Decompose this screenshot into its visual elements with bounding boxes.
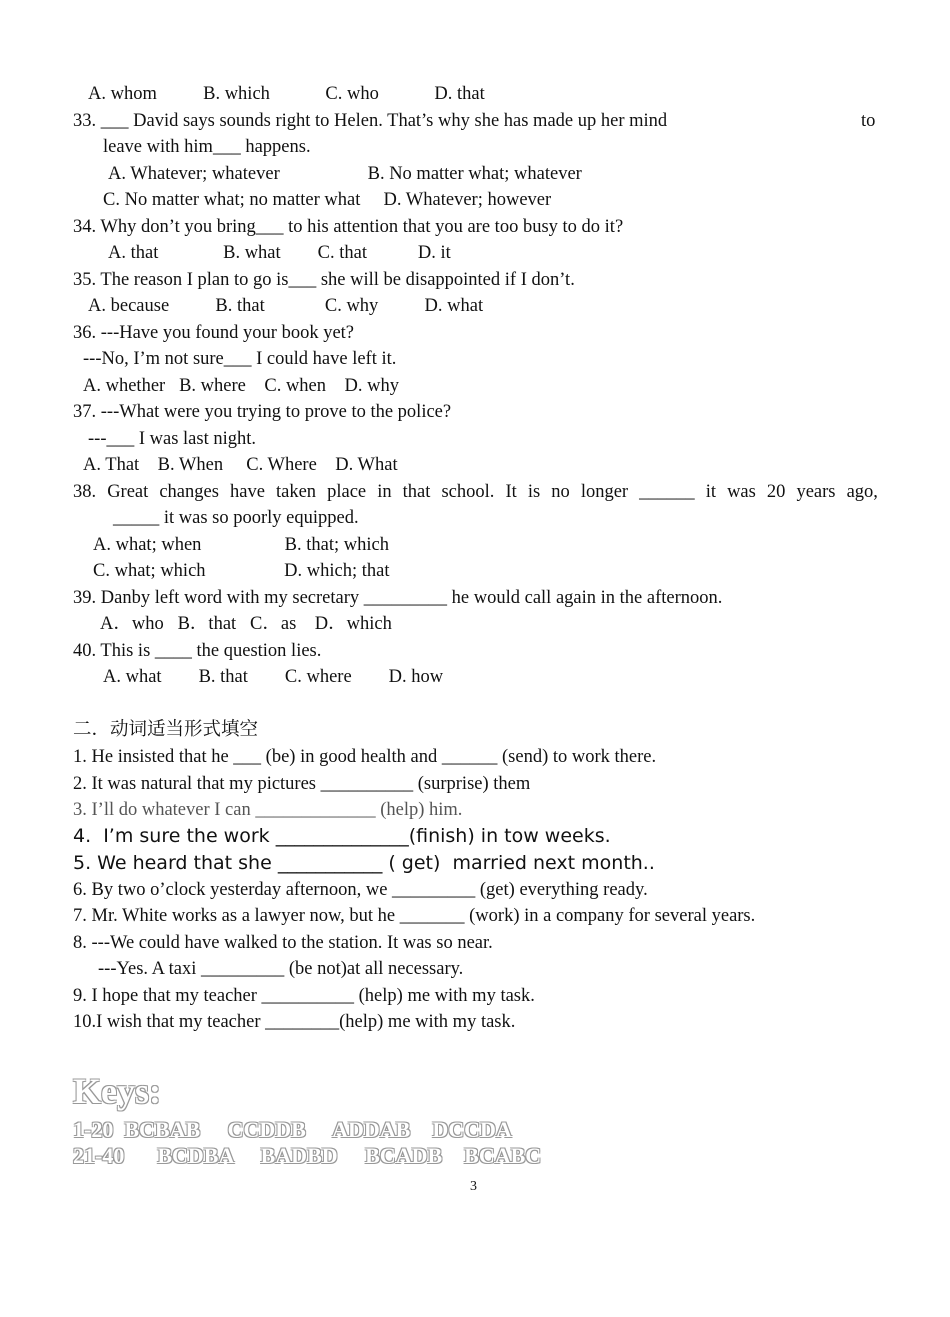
q34-options: A. that B. what C. that D. it: [108, 243, 451, 263]
q37-stem-line1: 37. ---What were you trying to prove to the police?: [73, 402, 452, 422]
q37-options: A. That B. When C. Where D. What: [83, 455, 398, 475]
q39-options: A．who B．that C．as D．which: [100, 614, 392, 634]
q35-options: A. because B. that C. why D. what: [88, 296, 484, 316]
keys-row-1: 1-20 BCBAB CCDDB ADDAB DCCDA: [73, 1117, 512, 1142]
q38-stem-line1: 38. Great changes have taken place in that school. It is no longer ______ it was 20 years ago,: [73, 482, 878, 502]
keys-row-2: 21-40 BCDBA BADBD BCADB BCABC: [73, 1143, 542, 1168]
fill-item-4: 4. I’m sure the work ______________(finish) in tow weeks.: [73, 825, 611, 847]
fill-item-10: 10.I wish that my teacher ________(help) me with my task.: [73, 1012, 516, 1032]
q36-stem-line1: 36. ---Have you found your book yet?: [73, 323, 355, 343]
fill-item-2: 2. It was natural that my pictures __________ (surprise) them: [73, 774, 531, 794]
q37-stem-line2: ---___ I was last night.: [88, 429, 257, 449]
q33-stem-line1-end: to: [861, 111, 876, 131]
q38-stem-line2: _____ it was so poorly equipped.: [113, 508, 359, 528]
q39-stem: 39. Danby left word with my secretary _________ he would call again in the afternoon.: [73, 588, 723, 608]
fill-item-7: 7. Mr. White works as a lawyer now, but he _______ (work) in a company for several years.: [73, 906, 756, 926]
q35-stem: 35. The reason I plan to go is___ she will be disappointed if I don’t.: [73, 270, 575, 290]
fill-item-6: 6. By two o’clock yesterday afternoon, we _________ (get) everything ready.: [73, 880, 648, 900]
page-number: 3: [470, 1179, 477, 1194]
fill-item-9: 9. I hope that my teacher __________ (help) me with my task.: [73, 986, 535, 1006]
q33-stem-line2: leave with him___ happens.: [103, 137, 311, 157]
q34-stem: 34. Why don’t you bring___ to his attention that you are too busy to do it?: [73, 217, 624, 237]
q32-options: A. whom B. which C. who D. that: [88, 84, 485, 104]
keys-title: Keys:: [73, 1071, 161, 1111]
q36-stem-line2: ---No, I’m not sure___ I could have left it.: [83, 349, 397, 369]
fill-item-3: 3. I’ll do whatever I can _____________ (help) him.: [73, 800, 463, 820]
section2-title: 二．动词适当形式填空: [73, 720, 259, 740]
q38-options-row2: C. what; which D. which; that: [93, 561, 390, 581]
q40-stem: 40. This is ____ the question lies.: [73, 641, 322, 661]
q33-stem-line1: 33. ___ David says sounds right to Helen. That’s why she has made up her mind: [73, 111, 668, 131]
fill-item-8: 8. ---We could have walked to the station. It was so near.: [73, 933, 493, 953]
q38-options-row1: A. what; when B. that; which: [93, 535, 389, 555]
fill-item-5: 5. We heard that she ___________ ( get) married next month..: [73, 852, 655, 874]
q40-options: A. what B. that C. where D. how: [103, 667, 444, 687]
q33-options-row2: C. No matter what; no matter what D. Whatever; however: [103, 190, 552, 210]
q33-options-row1: A. Whatever; whatever B. No matter what; whatever: [108, 164, 582, 184]
fill-item-8-reply: ---Yes. A taxi _________ (be not)at all necessary.: [98, 959, 464, 979]
fill-item-1: 1. He insisted that he ___ (be) in good health and ______ (send) to work there.: [73, 747, 657, 767]
q36-options: A. whether B. where C. when D. why: [83, 376, 399, 396]
